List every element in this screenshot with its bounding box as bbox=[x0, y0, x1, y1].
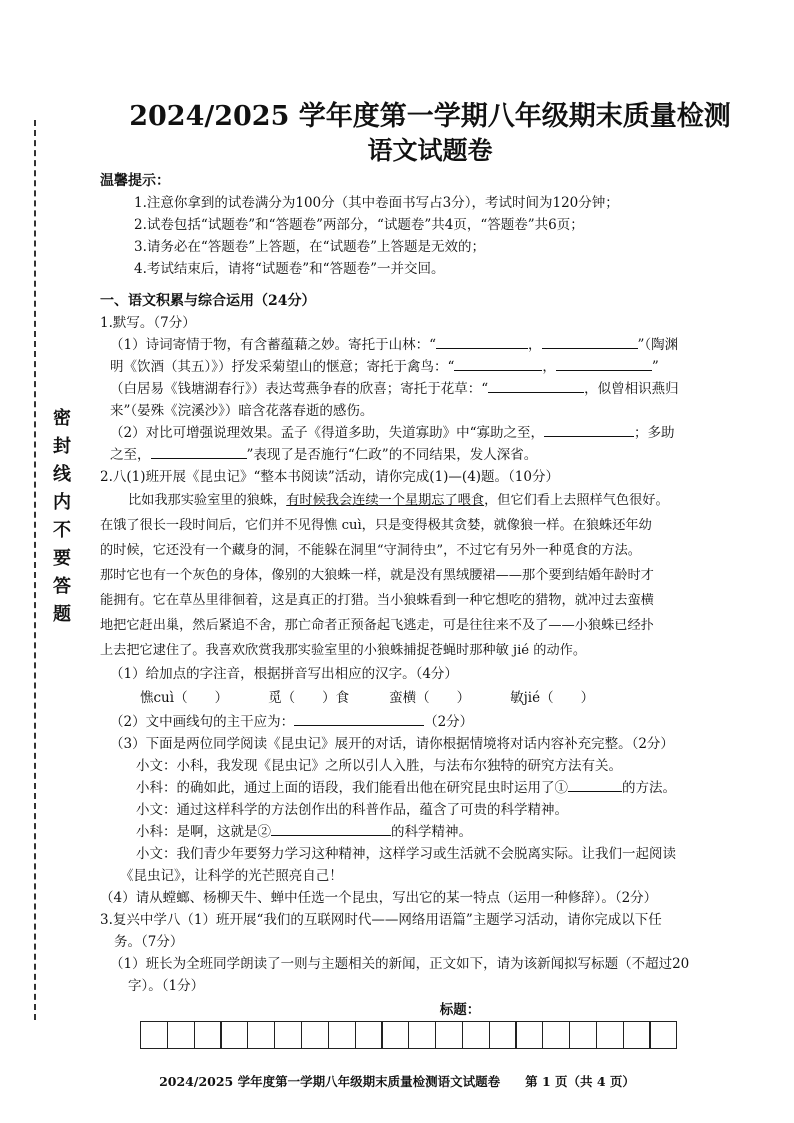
page-footer: 2024/2025 学年度第一学期八年级期末质量检测语文试题卷 第 1 页（共 4 页） bbox=[159, 1074, 635, 1089]
grid-cell[interactable] bbox=[542, 1021, 570, 1049]
answer-blank bbox=[544, 424, 634, 437]
passage-text: 比如我那实验室里的狼蛛， bbox=[128, 493, 287, 508]
binding-char: 题 bbox=[53, 604, 71, 625]
subquestion: （3）下面是两位同学阅读《昆虫记》展开的对话，请你根据情境将对话内容补充完整。（2分） bbox=[110, 736, 674, 752]
question-text: ， bbox=[528, 337, 542, 353]
pinyin-item: 敏jié（ ） bbox=[510, 690, 595, 706]
passage-line: 那时它也有一个灰色的身体，像别的大狼蛛一样，就是没有黑绒腰裙——那个要到结婚年龄时才 bbox=[100, 568, 654, 583]
title-label: 标题： bbox=[439, 1002, 481, 1018]
question-line bbox=[100, 444, 760, 466]
answer-blank bbox=[454, 358, 542, 371]
binding-char: 内 bbox=[53, 492, 71, 513]
question-line bbox=[100, 334, 760, 356]
grid-cell[interactable] bbox=[140, 1021, 168, 1049]
answer-blank bbox=[151, 446, 247, 459]
grid-cell[interactable] bbox=[596, 1021, 624, 1049]
passage-line: 上去把它逮住了。我喜欢欣赏我那实验室里的小狼蛛捕捉苍蝇时那种敏 jié 的动作。 bbox=[100, 643, 587, 658]
binding-char: 答 bbox=[53, 576, 71, 597]
grid-cell[interactable] bbox=[355, 1021, 383, 1049]
exam-subtitle: 语文试题卷 bbox=[367, 136, 493, 165]
question-title: 2.八(1)班开展《昆虫记》“整本书阅读”活动，请你完成(1)—(4)题。（10分） bbox=[100, 469, 559, 485]
question-text: ”（陶渊 bbox=[637, 337, 679, 353]
question-text: ” bbox=[651, 359, 659, 375]
subquestion: （4）请从螳螂、杨柳天牛、蝉中任选一个昆虫，写出它的某一特点（运用一种修辞）。（2分） bbox=[100, 890, 658, 906]
answer-blank bbox=[488, 380, 584, 393]
grid-cell[interactable] bbox=[489, 1021, 517, 1049]
subquestion: （1）班长为全班同学朗读了一则与主题相关的新闻，正文如下，请为该新闻拟写标题（不超过20 bbox=[110, 956, 690, 972]
passage-line: 在饿了很长一段时间后，它们并不见得憔 cuì，只是变得极其贪婪，就像狼一样。在狼蛛还年幼 bbox=[100, 518, 652, 533]
pinyin-items bbox=[100, 685, 760, 711]
question-text: （2）对比可增强说理效果。孟子《得道多助，失道寡助》中“寡助之至， bbox=[110, 425, 544, 441]
grid-cell[interactable] bbox=[649, 1021, 677, 1049]
question-text: （2）文中画线句的主干应为： bbox=[110, 714, 295, 730]
grid-cell[interactable] bbox=[167, 1021, 195, 1049]
exam-page bbox=[100, 100, 760, 1049]
question-text: （1）诗词寄情于物，有含蓄蕴藉之妙。寄托于山林：“ bbox=[110, 337, 436, 353]
question-text: ，似曾相识燕归 bbox=[584, 381, 679, 397]
dialogue-line bbox=[100, 777, 760, 799]
question-line bbox=[100, 422, 760, 444]
question-text: 之至， bbox=[110, 447, 151, 463]
answer-blank bbox=[568, 779, 622, 792]
question-text: 来”（晏殊《浣溪沙》）暗含花落春逝的感伤。 bbox=[110, 403, 374, 419]
question-title: 1.默写。（7分） bbox=[100, 315, 196, 331]
grid-cell[interactable] bbox=[381, 1021, 409, 1049]
grid-cell[interactable] bbox=[194, 1021, 222, 1049]
answer-blank bbox=[271, 823, 391, 836]
dialogue-text: 的方法。 bbox=[622, 780, 676, 796]
grid-cell[interactable] bbox=[569, 1021, 597, 1049]
question-text: ， bbox=[542, 359, 556, 375]
grid-cell[interactable] bbox=[247, 1021, 275, 1049]
question-text: ”表现了是否施行“仁政”的不同结果，发人深省。 bbox=[246, 447, 538, 463]
tip-item: 4.考试结束后，请将“试题卷”和“答题卷”一并交回。 bbox=[134, 261, 445, 277]
question-line bbox=[100, 356, 760, 378]
question-text: （2分） bbox=[424, 714, 474, 730]
pinyin-item: 蛮横（ ） bbox=[389, 690, 471, 706]
tip-item: 2.试卷包括“试题卷”和“答题卷”两部分，“试题卷”共4页，“答题卷”共6页； bbox=[134, 217, 584, 233]
binding-notice bbox=[50, 410, 74, 624]
tip-item: 1.注意你拿到的试卷满分为100分（其中卷面书写占3分），考试时间为120分钟； bbox=[134, 195, 619, 211]
passage-line: 的时候，它还没有一个藏身的洞，不能躲在洞里“守洞待虫”，不过它有另外一种觅食的方法。 bbox=[100, 543, 641, 558]
passage-line bbox=[100, 488, 760, 513]
pinyin-item: 觅（ ）食 bbox=[268, 690, 350, 706]
pinyin-item: 憔cuì（ ） bbox=[140, 690, 229, 706]
subquestion bbox=[100, 711, 760, 733]
grid-cell[interactable] bbox=[408, 1021, 436, 1049]
answer-blank bbox=[556, 358, 652, 371]
section-heading: 一、语文积累与综合运用（24分） bbox=[100, 293, 316, 309]
question-text: （白居易《钱塘湖春行》）表达莺燕争春的欣喜；寄托于花草：“ bbox=[110, 381, 489, 397]
passage-line: 能拥有。它在草丛里徘徊着，这是真正的打猎。当小狼蛛看到一种它想吃的猎物，就冲过去蛮横 bbox=[100, 593, 654, 608]
binding-char: 要 bbox=[53, 548, 71, 569]
passage-line: 地把它赶出巢，然后紧追不舍，那亡命者正预备起飞逃走，可是往往来不及了——小狼蛛已经扑 bbox=[100, 618, 654, 633]
binding-char: 不 bbox=[53, 520, 71, 541]
exam-title: 2024/2025 学年度第一学期八年级期末质量检测 bbox=[129, 101, 731, 132]
grid-cell[interactable] bbox=[623, 1021, 651, 1049]
subquestion: 字）。（1分） bbox=[128, 978, 205, 994]
question-title: 3.复兴中学八（1）班开展“我们的互联网时代——网络用语篇”主题学习活动，请你完成以下任 bbox=[100, 912, 662, 928]
subquestion: （1）给加点的字注音，根据拼音写出相应的汉字。（4分） bbox=[110, 666, 458, 682]
binding-char: 线 bbox=[53, 464, 71, 485]
dialogue-text: 的科学精神。 bbox=[391, 824, 472, 840]
answer-blank bbox=[542, 336, 638, 349]
grid-cell[interactable] bbox=[274, 1021, 302, 1049]
answer-blank bbox=[294, 713, 424, 726]
dialogue-line: 小文：通过这样科学的方法创作出的科普作品，蕴含了可贵的科学精神。 bbox=[136, 802, 568, 818]
reading-passage bbox=[100, 488, 760, 663]
dialogue-line bbox=[100, 821, 760, 843]
binding-dashed-line bbox=[34, 120, 36, 1020]
grid-cell[interactable] bbox=[328, 1021, 356, 1049]
dialogue-line: 小文：小科，我发现《昆虫记》之所以引人入胜，与法布尔独特的研究方法有关。 bbox=[136, 758, 622, 774]
dialogue-text: 小科：是啊，这就是② bbox=[136, 824, 271, 840]
passage-text: ，但它们看上去照样气色很好。 bbox=[484, 493, 669, 508]
question-line bbox=[100, 400, 760, 422]
answer-blank bbox=[436, 336, 528, 349]
grid-cell[interactable] bbox=[220, 1021, 248, 1049]
grid-cell[interactable] bbox=[435, 1021, 463, 1049]
question-line bbox=[100, 378, 760, 400]
title-answer-grid bbox=[140, 1021, 760, 1049]
tips-heading: 温馨提示： bbox=[100, 173, 170, 189]
dialogue-line: 《昆虫记》，让科学的光芒照亮自己！ bbox=[120, 868, 343, 884]
binding-char: 密 bbox=[53, 408, 71, 429]
grid-cell[interactable] bbox=[462, 1021, 490, 1049]
question-title: 务。（7分） bbox=[114, 934, 184, 950]
tip-item: 3.请务必在“答题卷”上答题，在“试题卷”上答题是无效的； bbox=[134, 239, 485, 255]
dialogue-text: 小科：的确如此，通过上面的语段，我们能看出他在研究昆虫时运用了① bbox=[136, 780, 568, 796]
dialogue-line: 小文：我们青少年要努力学习这种精神，这样学习或生活就不会脱离实际。让我们一起阅读 bbox=[136, 846, 676, 862]
grid-cell[interactable] bbox=[515, 1021, 543, 1049]
question-text: ；多助 bbox=[634, 425, 675, 441]
grid-cell[interactable] bbox=[301, 1021, 329, 1049]
binding-char: 封 bbox=[53, 436, 71, 457]
underlined-sentence: 有时候我会连续一个星期忘了喂食 bbox=[286, 493, 485, 508]
question-text: 明《饮酒（其五）》）抒发采菊望山的惬意；寄托于禽鸟：“ bbox=[110, 359, 455, 375]
